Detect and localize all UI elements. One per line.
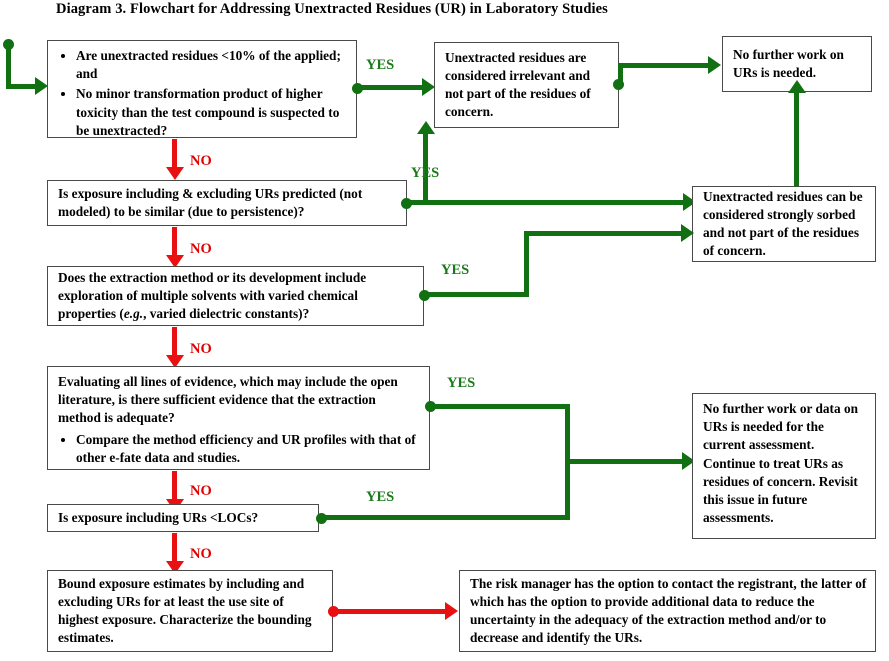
question-box-5 (47, 504, 319, 532)
q3-yes-horizontal-2 (524, 231, 684, 236)
q4-yes-label: YES (447, 375, 476, 391)
bound-exposure-text: Bound exposure estimates by including and excluding URs for at least the use site of highest exposure. Characterize the bounding estimates. (58, 575, 312, 646)
bound-exposure-arrowhead (445, 602, 458, 620)
entry-connector-vertical (6, 44, 11, 89)
q3-yes-horizontal (424, 292, 529, 297)
q1-no-connector (172, 139, 177, 169)
q2-yes-arrowhead-up (417, 121, 435, 134)
q4-bullet: • Compare the method efficiency and UR profiles with that of other e-fate data and studies. (76, 431, 421, 467)
q4-main-text: Evaluating all lines of evidence, which may include the open literature, is there sufficient evidence that the extraction method is adequate? (58, 374, 398, 426)
q4-no-label: NO (190, 483, 212, 499)
sorbed-to-nofurther-vertical (794, 92, 799, 194)
entry-connector-horizontal (6, 84, 36, 89)
q5-yes-vertical (565, 459, 570, 519)
outcome-box-risk-manager (459, 570, 876, 652)
q2-no-label: NO (190, 241, 212, 257)
q3-no-connector (172, 327, 177, 357)
irrelevant-text: Unextracted residues are considered irrelevant and not part of the residues of concern. (445, 49, 591, 120)
question-box-1 (47, 40, 357, 138)
action-box-bound-exposure (47, 570, 333, 652)
q1-bullet-2: • No minor transformation product of higher toxicity than the test compound is suspected to be unextracted? (76, 85, 348, 140)
q3-yes-arrowhead (681, 224, 694, 242)
q2-yes-label: YES (411, 165, 440, 181)
q1-bullet-1: • Are unextracted residues <10% of the applied; and (76, 47, 348, 83)
question-box-3 (47, 266, 424, 326)
q5-no-label: NO (190, 546, 212, 562)
question-box-4 (47, 366, 430, 470)
q4-yes-horizontal-2 (565, 459, 685, 464)
q4-yes-vertical (565, 404, 570, 464)
q5-no-connector (172, 533, 177, 563)
risk-manager-text: The risk manager has the option to contact the registrant, the latter of which has the option to provide additional data to reduce the uncertainty in the adequacy of the extraction method and/or to decrease and identify the URs. (470, 575, 867, 646)
q3-yes-vertical (524, 231, 529, 295)
q5-text: Is exposure including URs <LOCs? (58, 509, 259, 525)
diagram-title: Diagram 3. Flowchart for Addressing Unextracted Residues (UR) in Laboratory Studies (56, 1, 608, 17)
outcome-box-strongly-sorbed (692, 186, 876, 262)
q5-yes-horizontal (321, 515, 570, 520)
q4-no-connector (172, 471, 177, 501)
q3-text-italic: e.g. (123, 306, 144, 322)
q2-text: Is exposure including & excluding URs predicted (not modeled) to be similar (due to persistence)? (58, 185, 363, 219)
q3-yes-label: YES (441, 262, 470, 278)
q1-yes-connector (357, 85, 425, 90)
q2-no-connector (172, 227, 177, 257)
irrelevant-connector-horizontal (618, 63, 711, 68)
q1-no-label: NO (190, 153, 212, 169)
q2-yes-horizontal (406, 200, 618, 205)
q4-yes-horizontal (430, 404, 570, 409)
q3-text-pre: Does the extraction method or its development include exploration of multiple solvents with varied chemical properties ( (58, 269, 367, 322)
strongly-sorbed-text: Unextracted residues can be considered strongly sorbed and not part of the residues of concern. (703, 188, 863, 259)
no-further-work-data-text: No further work or data on URs is needed for the current assessment. Continue to treat URs as residues of concern. Revisit this issue in future assessments. (703, 401, 859, 526)
q3-no-label: NO (190, 341, 212, 357)
irrelevant-arrowhead (708, 56, 721, 74)
q1-yes-label: YES (366, 57, 395, 73)
q3-text (58, 269, 415, 324)
sorbed-to-nofurther-arrowhead (788, 80, 806, 93)
outcome-box-irrelevant (434, 42, 619, 128)
question-box-2 (47, 180, 407, 226)
q1-no-arrowhead (166, 167, 184, 180)
q5-yes-label: YES (366, 489, 395, 505)
bound-exposure-connector (333, 609, 448, 614)
q3-text-post: , varied dielectric constants)? (143, 306, 310, 322)
outcome-box-no-further-work-data (692, 393, 876, 539)
no-further-work-text: No further work on URs is needed. (733, 46, 844, 80)
